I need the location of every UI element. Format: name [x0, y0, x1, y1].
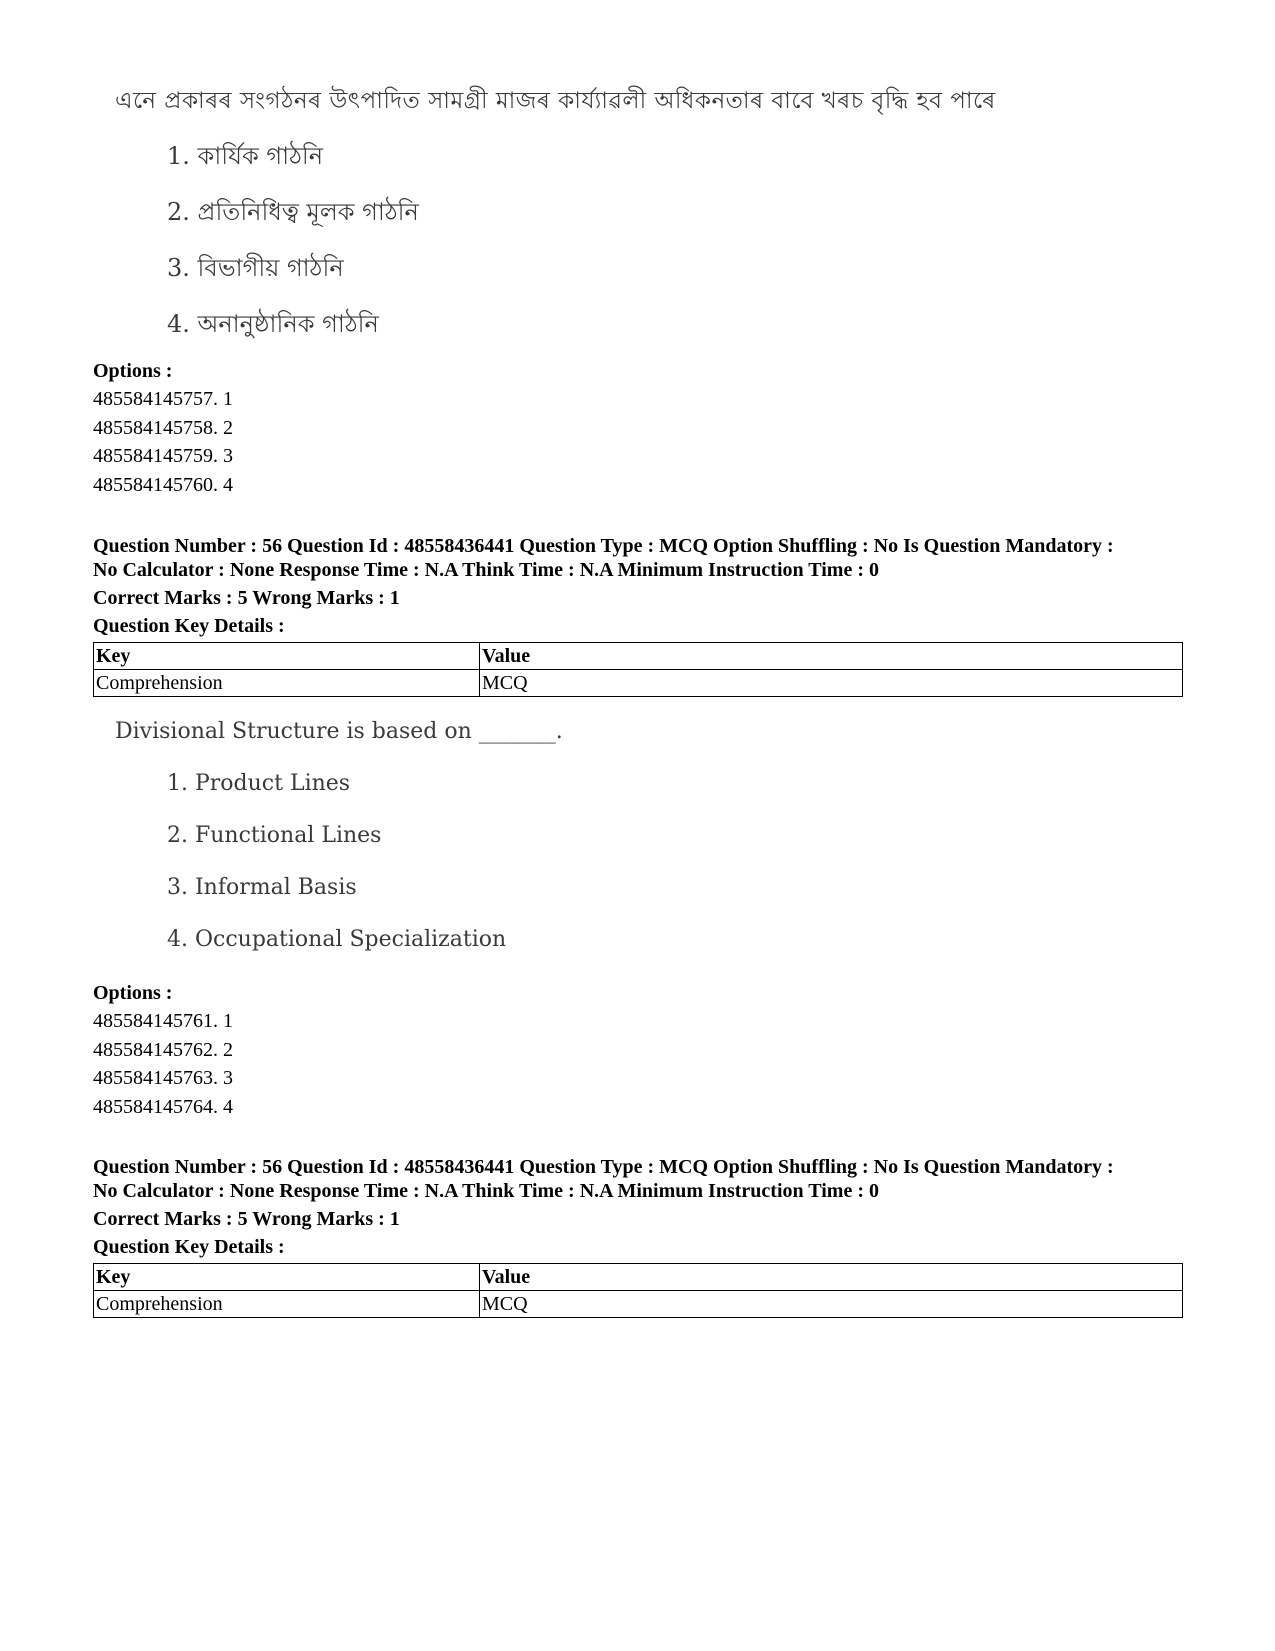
question-option: 2. Functional Lines	[167, 823, 382, 848]
table-header-cell: Value	[480, 643, 1183, 670]
question-stem: এনে প্ৰকাৰৰ সংগঠনৰ উৎপাদিত সামগ্ৰী মাজৰ কাৰ্য্যাৱলী অধিকনতাৰ বাবে খৰচ বৃদ্ধি হব পাৰে	[115, 88, 996, 114]
table-header-row	[94, 643, 1183, 670]
question-stem: Divisional Structure is based on _______.	[115, 719, 563, 744]
option-item: 485584145760. 4	[93, 473, 233, 496]
table-header-cell: Value	[480, 1264, 1183, 1291]
table-row	[94, 670, 1183, 697]
key-details-label: Question Key Details :	[93, 615, 285, 637]
question-option: 1. কাৰ্যিক গাঠনি	[167, 142, 324, 170]
question-option: 3. বিভাগীয় গাঠনি	[167, 254, 344, 282]
marks-line: Correct Marks : 5 Wrong Marks : 1	[93, 587, 400, 609]
options-block	[93, 359, 233, 499]
question-header	[93, 1155, 1183, 1318]
key-details-table	[93, 1263, 1183, 1318]
question-option: 4. Occupational Specialization	[167, 927, 507, 952]
option-item: 485584145764. 4	[93, 1095, 233, 1118]
table-cell: MCQ	[480, 1291, 1183, 1318]
question-meta-line: No Calculator : None Response Time : N.A Think Time : N.A Minimum Instruction Time : 0	[93, 559, 879, 581]
table-header-row	[94, 1264, 1183, 1291]
table-header-cell: Key	[94, 643, 480, 670]
question-meta-line: Question Number : 56 Question Id : 48558436441 Question Type : MCQ Option Shuffling : No Is Question Mandatory :	[93, 535, 1114, 557]
question-image-assamese	[115, 82, 996, 338]
marks-line: Correct Marks : 5 Wrong Marks : 1	[93, 1208, 400, 1230]
question-meta-line: Question Number : 56 Question Id : 48558436441 Question Type : MCQ Option Shuffling : No Is Question Mandatory :	[93, 1156, 1114, 1178]
option-item: 485584145757. 1	[93, 388, 233, 410]
question-option: 2. প্ৰতিনিধিত্ব মূলক গাঠনি	[167, 198, 419, 226]
table-cell: Comprehension	[94, 670, 480, 697]
question-option: 1. Product Lines	[167, 771, 351, 796]
key-details-table	[93, 642, 1183, 697]
question-option: 4. অনানুষ্ঠানিক গাঠনি	[167, 310, 379, 338]
question-image-english	[115, 719, 563, 952]
question-meta-line: No Calculator : None Response Time : N.A Think Time : N.A Minimum Instruction Time : 0	[93, 1180, 879, 1202]
table-header-cell: Key	[94, 1264, 480, 1291]
option-item: 485584145759. 3	[93, 445, 233, 467]
question-option: 3. Informal Basis	[167, 875, 357, 900]
options-label: Options :	[93, 982, 173, 1004]
option-item: 485584145763. 3	[93, 1067, 233, 1089]
table-cell: MCQ	[480, 670, 1183, 697]
key-details-label: Question Key Details :	[93, 1236, 285, 1258]
option-item: 485584145758. 2	[93, 416, 233, 439]
options-label: Options :	[93, 360, 173, 382]
table-row	[94, 1291, 1183, 1318]
question-header	[93, 534, 1183, 697]
option-item: 485584145761. 1	[93, 1010, 233, 1032]
option-item: 485584145762. 2	[93, 1038, 233, 1061]
table-cell: Comprehension	[94, 1291, 480, 1318]
options-block	[93, 981, 233, 1121]
